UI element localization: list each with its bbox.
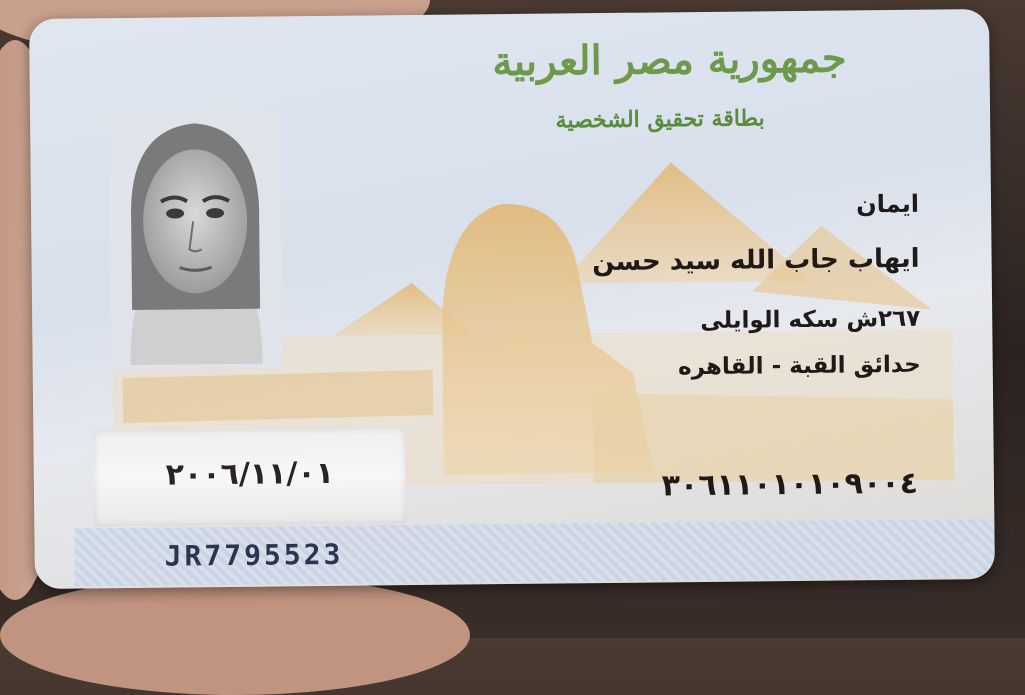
card-header-subtitle: بطاقة تحقيق الشخصية	[555, 105, 765, 134]
address-line-2: حدائق القبة - القاهره	[677, 351, 921, 381]
holding-finger-bottom	[0, 575, 470, 695]
card-header-title: جمهورية مصر العربية	[492, 34, 847, 86]
national-id-card	[29, 9, 995, 589]
issue-date-box	[93, 427, 406, 526]
first-name: ايمان	[856, 189, 920, 219]
card-serial-number: JR7795523	[164, 537, 344, 573]
holder-portrait-photo	[108, 108, 283, 370]
issue-date: ٢٠٠٦/١١/٠١	[165, 455, 335, 493]
family-name: ايهاب جاب الله سيد حسن	[592, 243, 920, 278]
address-line-1: ٢٦٧ش سكه الوايلى	[700, 305, 921, 335]
national-id-number: ٣٠٦١١٠١٠١٠٩٠٠٤	[661, 465, 919, 504]
